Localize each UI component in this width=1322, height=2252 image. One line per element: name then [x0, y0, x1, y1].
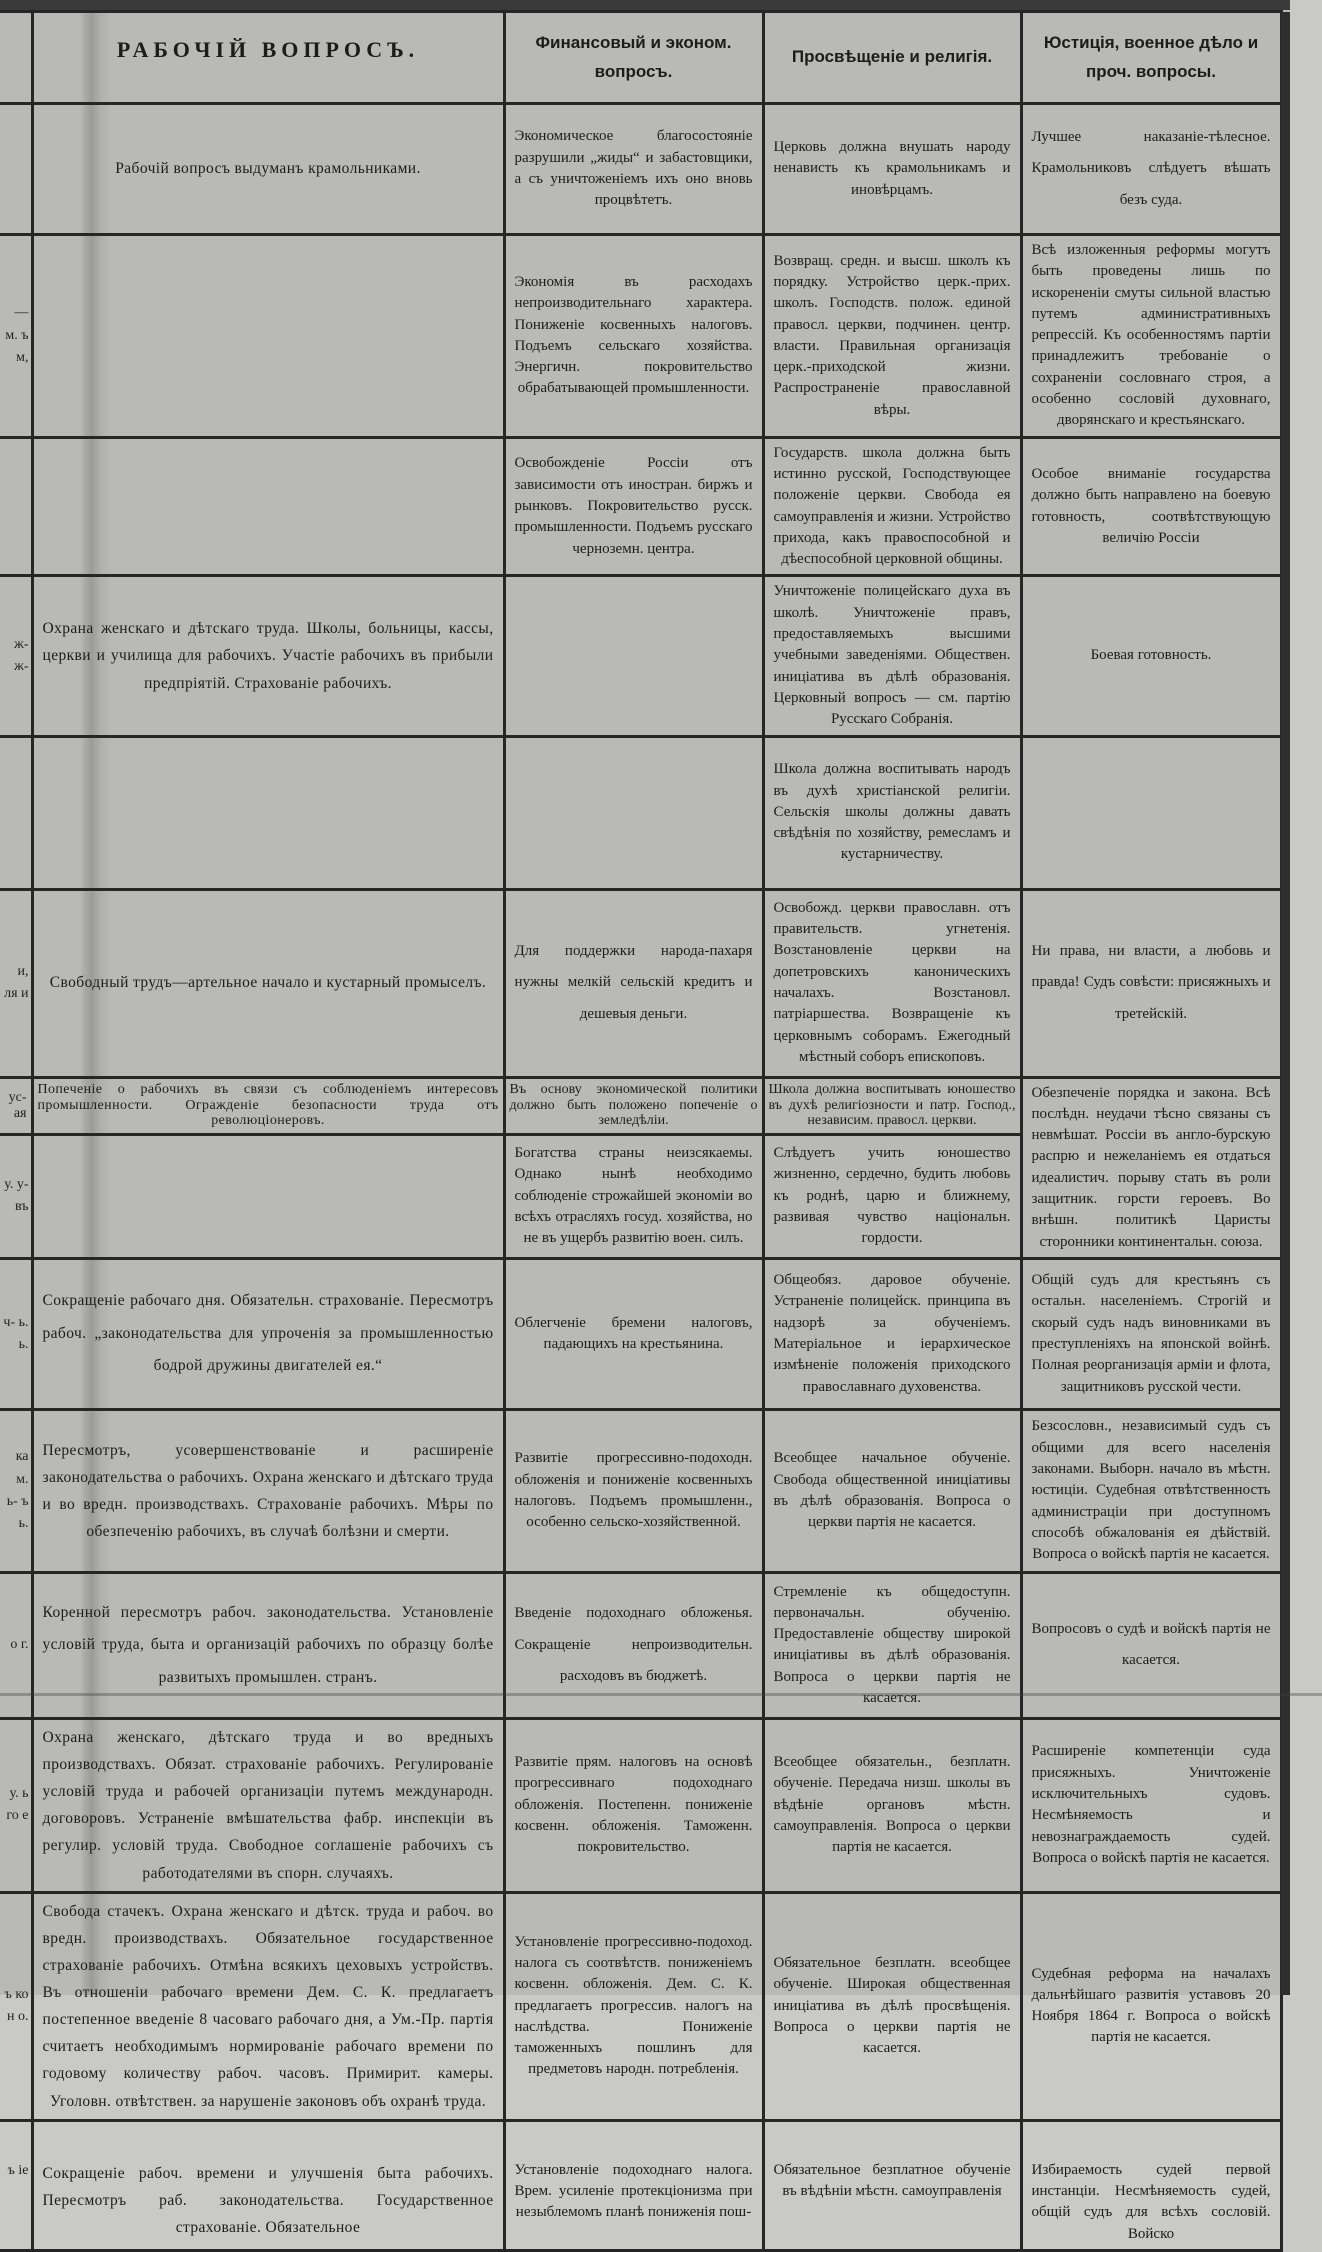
cell-labor-question	[32, 1134, 504, 1258]
cell-labor-question: Свободный трудъ—артельное начало и кустарный промыселъ.	[32, 889, 504, 1077]
cell-finance-question: Развитіе прям. налоговъ на основѣ прогрессивнаго подоходнаго обложенія. Постепенн. пониженіе косвенн. обложенія. Таможенн. покровительство.	[504, 1718, 763, 1892]
cell-finance-question: Установленіе прогрессивно-подоход. налога съ соотвѣтств. пониженіемъ косвенн. обложенія. Дем. С. К. предлагаетъ прогрессив. налогъ на наслѣдства. Пониженіе таможенныхъ пошлинъ для предметовъ народн. потребленія.	[504, 1892, 763, 2120]
cell-labor-question: Коренной пересмотръ рабоч. законодательства. Установленіе условій труда, быта и организацій рабочихъ по образцу болѣе развитыхъ промышлен. странъ.	[32, 1572, 504, 1718]
cell-justice-military: Обезпеченіе порядка и закона. Всѣ послѣдн. неудачи тѣсно связаны съ невмѣшат. Россіи въ англо-бурскую распрю и нежеланіемъ ея отдаться идеалистич. порыву стать въ роли защитник. горсти героевъ. Во внѣшн. политикѣ Царисты сторонники континентальн. союза.	[1021, 1077, 1281, 1258]
cell-education-religion: Школа должна воспитывать народъ въ духѣ христіанской религіи. Сельскія школы должны давать свѣдѣнія по хозяйству, ремесламъ и кустарничеству.	[763, 736, 1021, 889]
cell-education-religion: Обязательное безплатное обученіе въ вѣдѣніи мѣстн. самоуправленія	[763, 2120, 1021, 2250]
cell-justice-military: Расширеніе компетенціи суда присяжныхъ. Уничтоженіе исключительныхъ судовъ. Несмѣняемость и невознаграждаемость судей. Вопроса о войскѣ партія не касается.	[1021, 1718, 1281, 1892]
column-header-justice: Юстиція, военное дѣло и проч. вопросы.	[1021, 12, 1281, 104]
cell-justice-military	[1021, 736, 1281, 889]
header-row	[0, 12, 1281, 104]
cut-column-fragment: у. ь го е	[0, 1718, 32, 1892]
cut-column-fragment	[0, 104, 32, 235]
cell-finance-question: Для поддержки народа-пахаря нужны мелкій сельскій кредитъ и дешевыя деньги.	[504, 889, 763, 1077]
table-row	[0, 576, 1281, 736]
cell-finance-question	[504, 576, 763, 736]
cell-justice-military: Судебная реформа на началахъ дальнѣйшаго развитія уставовъ 20 Ноября 1864 г. Вопроса о войскѣ партія не касается.	[1021, 1892, 1281, 2120]
cut-column-fragment	[0, 437, 32, 576]
cell-labor-question	[32, 736, 504, 889]
cell-justice-military: Ни права, ни власти, а любовь и правда! Судъ совѣсти: присяжныхъ и третейскій.	[1021, 889, 1281, 1077]
cell-labor-question: Свобода стачекъ. Охрана женскаго и дѣтск. труда и рабоч. во вредн. производствахъ. Обязательное государственное страхованіе рабочихъ. Отмѣна всякихъ цеховыхъ устройствъ. Въ отношеніи рабочаго времени Дем. С. К. предлагаетъ постепенное введеніе 8 часоваго рабочаго дня, а Ум.-Пр. партія считаетъ необходимымъ нормированіе рабочаго времени по годовому количеству рабоч. часовъ. Примирит. камеры. Уголовн. отвѣтствен. за нарушеніе законовъ объ охранѣ труда.	[32, 1892, 504, 2120]
cell-education-religion: Государств. школа должна быть истинно русской, Господствующее положеніе церкви. Свобода ея самоуправленія и жизни. Устройство прихода, какъ правоспособной и дѣеспособной церковной общины.	[763, 437, 1021, 576]
column-header-finance: Финансовый и эконом. вопросъ.	[504, 12, 763, 104]
cell-finance-question: Экономія въ расходахъ непроизводительнаго характера. Пониженіе косвенныхъ налоговъ. Подъемъ сельскаго хозяйства. Энергичн. покровительство обрабатывающей промышленности.	[504, 235, 763, 438]
cut-column-fragment: — м. ъ м,	[0, 235, 32, 438]
cell-finance-question: Экономическое благосостояніе разрушили „жиды“ и забастовщики, а съ уничтоженіемъ ихъ оно вновь процвѣтетъ.	[504, 104, 763, 235]
cut-column-fragment: ч- ь. ь.	[0, 1258, 32, 1409]
cell-finance-question: Облегченіе бремени налоговъ, падающихъ на крестьянина.	[504, 1258, 763, 1409]
table-row	[0, 235, 1281, 438]
column-header-education: Просвѣщеніе и религія.	[763, 12, 1021, 104]
cell-education-religion: Слѣдуетъ учить юношество жизненно, сердечно, будить любовь къ роднѣ, царю и ближнему, развивая чувство національн. гордости.	[763, 1134, 1021, 1258]
cell-justice-military: Всѣ изложенныя реформы могутъ быть проведены лишь по искорененіи смуты сильной властью путемъ административныхъ репрессій. Къ особенностямъ партіи принадлежитъ требованіе о сохраненіи сословнаго строя, а особенно сословій духовнаго, дворянскаго и крестьянскаго.	[1021, 235, 1281, 438]
cut-column-fragment: ъ іе	[0, 2120, 32, 2250]
cell-justice-military: Боевая готовность.	[1021, 576, 1281, 736]
table-row	[0, 889, 1281, 1077]
table-row	[0, 1572, 1281, 1718]
cell-education-religion: Всеобщее обязательн., безплатн. обученіе. Передача низш. школы въ вѣдѣніе органовъ мѣстн. самоуправленія. Вопроса о церкви партія не касается.	[763, 1718, 1021, 1892]
cell-justice-military: Лучшее наказаніе-тѣлесное. Крамольниковъ слѣдуетъ вѣшать безъ суда.	[1021, 104, 1281, 235]
top-border-rule	[0, 0, 1290, 10]
right-border-rule	[1281, 12, 1290, 1995]
cell-labor-question: Попеченіе о рабочихъ въ связи съ соблюденіемъ интересовъ промышленности. Огражденіе безопасности труда отъ революціонеровъ.	[32, 1077, 504, 1134]
cut-column-fragment: ка м. ь- ъ ь.	[0, 1409, 32, 1572]
cell-labor-question	[32, 235, 504, 438]
party-programs-table	[0, 10, 1283, 2252]
cut-column-fragment: у. у- въ	[0, 1134, 32, 1258]
cell-education-religion: Всеобщее начальное обученіе. Свобода общественной иниціативы въ дѣлѣ образованія. Вопроса о церкви партія не касается.	[763, 1409, 1021, 1572]
cell-labor-question: Пересмотръ, усовершенствованіе и расширеніе законодательства о рабочихъ. Охрана женскаго и дѣтскаго труда и во вредн. производствахъ. Страхованіе рабочихъ. Мѣры по обезпеченію рабочихъ, въ случаѣ болѣзни и смерти.	[32, 1409, 504, 1572]
cell-finance-question: Богатства страны неизсякаемы. Однако нынѣ необходимо соблюденіе строжайшей экономіи во всѣхъ отрасляхъ госуд. хозяйства, но не въ ущербъ развитію воен. силъ.	[504, 1134, 763, 1258]
cut-column-header	[0, 12, 32, 104]
cell-education-religion: Освобожд. церкви православн. отъ правительств. угнетенія. Возстановленіе церкви на допетровскихъ каноническихъ началахъ. Возстановл. патріаршества. Возвращеніе къ церковнымъ соборамъ. Ежегодный мѣстный соборъ епископовъ.	[763, 889, 1021, 1077]
cell-justice-military: Особое вниманіе государства должно быть направлено на боевую готовность, соотвѣтствующую величію Россіи	[1021, 437, 1281, 576]
cell-education-religion: Стремленіе къ общедоступн. первоначальн. обученію. Предоставленіе обществу широкой иниціативы въ дѣлѣ образованія. Вопроса о церкви партія не касается.	[763, 1572, 1021, 1718]
cell-finance-question: Введеніе подоходнаго обложенья. Сокращеніе непроизводительн. расходовъ въ бюджетѣ.	[504, 1572, 763, 1718]
cell-labor-question: Сокращеніе рабочаго дня. Обязательн. страхованіе. Пересмотръ рабоч. „законодательства для упроченія за промышленностью бодрой дружины двигателей ея.“	[32, 1258, 504, 1409]
table-row	[0, 2120, 1281, 2250]
cell-education-religion: Обязательное безплатн. всеобщее обученіе. Широкая общественная иниціатива въ дѣлѣ просвѣщенія. Вопроса о церкви партія не касается.	[763, 1892, 1021, 2120]
cut-column-fragment: и, ля и	[0, 889, 32, 1077]
table-row	[0, 104, 1281, 235]
cell-finance-question: Установленіе подоходнаго налога. Врем. усиленіе протекціонизма при незыблемомъ планѣ пониженія пош-	[504, 2120, 763, 2250]
table-row	[0, 1258, 1281, 1409]
paper-fold-line	[0, 1693, 1322, 1696]
cell-finance-question: Въ основу экономической политики должно быть положено попеченіе о земледѣліи.	[504, 1077, 763, 1134]
cut-column-fragment: ъ ко н о.	[0, 1892, 32, 2120]
table-row	[0, 1409, 1281, 1572]
cell-education-religion: Церковь должна внушать народу ненависть къ крамольникамъ и иновѣрцамъ.	[763, 104, 1021, 235]
cut-column-fragment: ус- ая	[0, 1077, 32, 1134]
cell-finance-question: Развитіе прогрессивно-подоходн. обложенія и пониженіе косвенныхъ налоговъ. Подъемъ промышленн., особенно сельско-хозяйственной.	[504, 1409, 763, 1572]
cell-justice-military: Избираемость судей первой инстанціи. Несмѣняемость судей, общій судъ для всѣхъ сословій. Войско	[1021, 2120, 1281, 2250]
cell-finance-question: Освобожденіе Россіи отъ зависимости отъ иностран. биржъ и рынковъ. Покровительство русск. промышленности. Подъемъ русскаго черноземн. центра.	[504, 437, 763, 576]
cut-column-fragment: о г.	[0, 1572, 32, 1718]
cell-education-religion: Школа должна воспитывать юношество въ духѣ религіозности и патр. Господ., независим. правосл. церкви.	[763, 1077, 1021, 1134]
cut-column-fragment	[0, 736, 32, 889]
cell-justice-military: Безсословн., независимый судъ съ общими для всего населенія законами. Выборн. начало въ мѣстн. юстиціи. Судебная отвѣтственность администраціи при доступномъ способѣ обжалованія ея дѣйствій. Вопроса о войскѣ партія не касается.	[1021, 1409, 1281, 1572]
table-row	[0, 1077, 1281, 1134]
cell-education-religion: Возвращ. средн. и высш. школъ къ порядку. Устройство церк.-прих. школъ. Господств. полож. единой правосл. церкви, подчинен. центр. власти. Правильная организація церк.-приходской жизни. Распространеніе православной вѣры.	[763, 235, 1021, 438]
cell-labor-question: Охрана женскаго и дѣтскаго труда. Школы, больницы, кассы, церкви и училища для рабочихъ. Участіе рабочихъ въ прибыли предпріятій. Страхованіе рабочихъ.	[32, 576, 504, 736]
cell-finance-question	[504, 736, 763, 889]
cell-justice-military: Общій судъ для крестьянъ съ остальн. населеніемъ. Строгій и скорый судъ надъ виновниками въ преступленіяхъ на японской войнѣ. Полная реорганизація арміи и флота, защитниковъ русской чести.	[1021, 1258, 1281, 1409]
cell-labor-question	[32, 437, 504, 576]
table-row	[0, 736, 1281, 889]
cell-justice-military: Вопросовъ о судѣ и войскѣ партія не касается.	[1021, 1572, 1281, 1718]
cell-labor-question: Сокращеніе рабоч. времени и улучшенія быта рабочихъ. Пересмотръ раб. законодательства. Государственное страхованіе. Обязательное	[32, 2120, 504, 2250]
table-row	[0, 1892, 1281, 2120]
cell-education-religion: Уничтоженіе полицейскаго духа въ школѣ. Уничтоженіе правъ, предоставляемыхъ высшими учебными заведеніями. Обществен. иниціатива въ дѣлѣ образованія. Церковный вопросъ — см. партію Русскаго Собранія.	[763, 576, 1021, 736]
table-row	[0, 437, 1281, 576]
column-header-labor: РАБОЧІЙ ВОПРОСЪ.	[32, 12, 504, 104]
table-row	[0, 1718, 1281, 1892]
cell-labor-question: Охрана женскаго, дѣтскаго труда и во вредныхъ производствахъ. Обязат. страхованіе рабочихъ. Регулированіе условій труда и рабочей организаціи путемъ международн. договоровъ. Устраненіе вмѣшательства фабр. инспекціи въ регулир. условій труда. Свободное соглашеніе рабочихъ съ работодателями въ спорн. случаяхъ.	[32, 1718, 504, 1892]
cell-labor-question: Рабочій вопросъ выдуманъ крамольниками.	[32, 104, 504, 235]
cut-column-fragment: ж- ж-	[0, 576, 32, 736]
cell-education-religion: Общеобяз. даровое обученіе. Устраненіе полицейск. принципа въ надзорѣ за обученіемъ. Матеріальное и іерархическое измѣненіе положенія приходского православнаго духовенства.	[763, 1258, 1021, 1409]
